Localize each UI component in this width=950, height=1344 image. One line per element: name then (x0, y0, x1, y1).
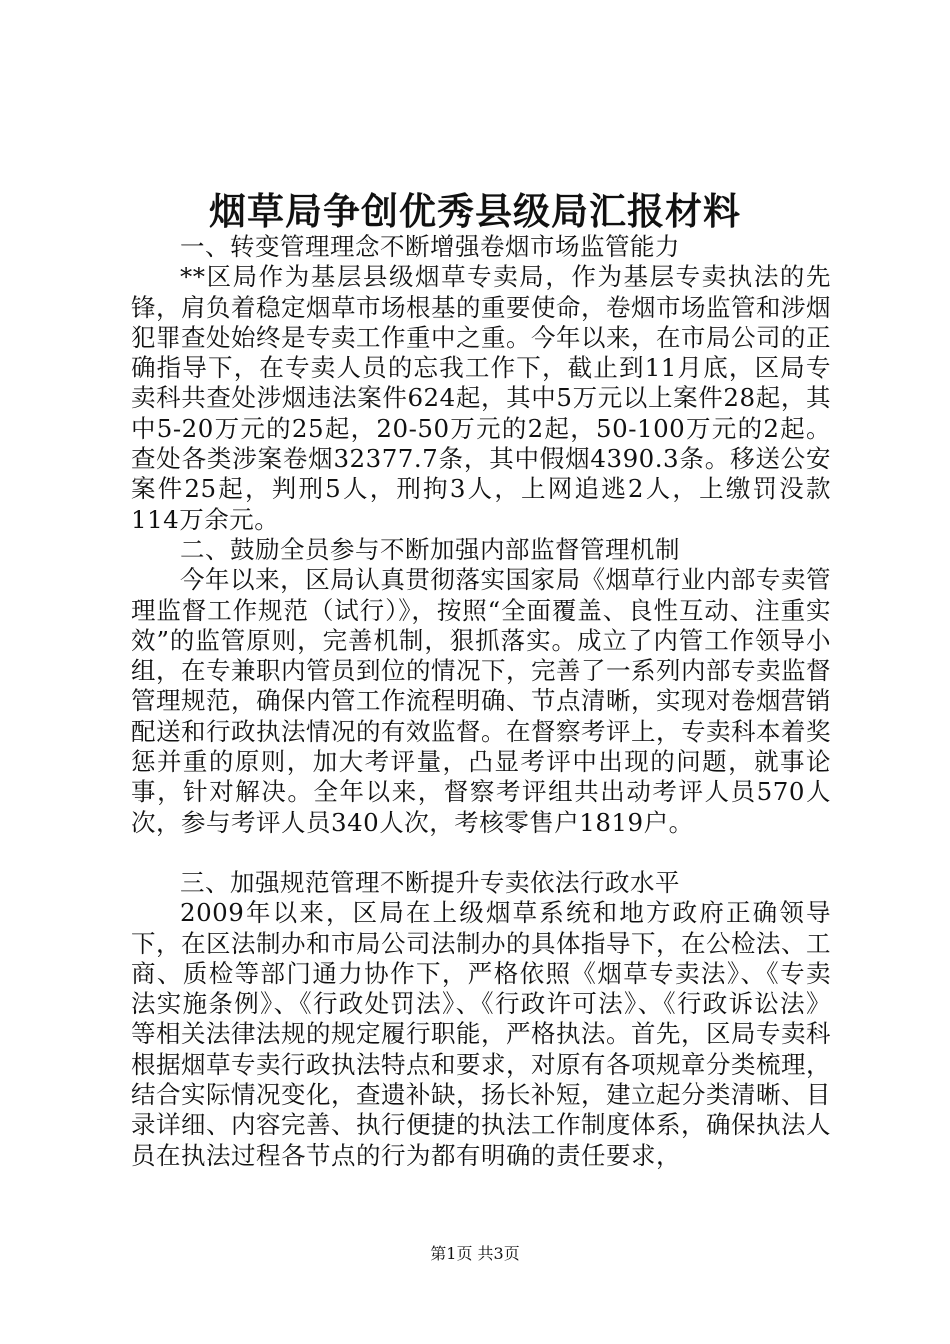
paragraph-spacer (131, 838, 831, 868)
section-heading-2: 二、鼓励全员参与不断加强内部监督管理机制 (180, 534, 680, 564)
section-heading-1: 一、转变管理理念不断增强卷烟市场监管能力 (180, 232, 680, 261)
document-body (131, 232, 831, 1171)
section-paragraph-3: 2009年以来，区局在上级烟草系统和地方政府正确领导下，在区法制办和市局公司法制办的具体指导下，在公检法、工商、质检等部门通力协作下，严格依照《烟草专卖法》、《专卖法实施条例》、《行政处罚法》、《行政许可法》、《行政诉讼法》等相关法律法规的规定履行职能，严格执法。首先，区局专卖科根据烟草专卖行政执法特点和要求，对原有各项规章分类梳理，结合实际情况变化，查遗补缺，扬长补短，建立起分类清晰、目录详细、内容完善、执行便捷的执法工作制度体系，确保执法人员在执法过程各节点的行为都有明确的责任要求， (131, 898, 831, 1170)
page-footer: 第1页 共3页 (430, 1244, 520, 1263)
section-paragraph-1: **区局作为基层县级烟草专卖局，作为基层专卖执法的先锋，肩负着稳定烟草市场根基的重要使命，卷烟市场监管和涉烟犯罪查处始终是专卖工作重中之重。今年以来，在市局公司的正确指导下，在专卖人员的忘我工作下，截止到11月底，区局专卖科共查处涉烟违法案件624起，其中5万元以上案件28起，其中5-20万元的25起，20-50万元的2起，50-100万元的2起。查处各类涉案卷烟32377.7条，其中假烟4390.3条。移送公安案件25起，判刑5人，刑拘3人，上网追逃2人，上缴罚没款114万余元。 (131, 262, 831, 534)
document-title: 烟草局争创优秀县级局汇报材料 (209, 189, 741, 233)
section-paragraph-2: 今年以来，区局认真贯彻落实国家局《烟草行业内部专卖管理监督工作规范（试行）》，按照“全面覆盖、良性互动、注重实效”的监管原则，完善机制，狠抓落实。成立了内管工作领导小组，在专兼职内管员到位的情况下，完善了一系列内部专卖监督管理规范，确保内管工作流程明确、节点清晰，实现对卷烟营销配送和行政执法情况的有效监督。在督察考评上，专卖科本着奖惩并重的原则，加大考评量，凸显考评中出现的问题，就事论事，针对解决。全年以来，督察考评组共出动考评人员570人次，参与考评人员340人次，考核零售户1819户。 (131, 565, 831, 837)
section-heading-3: 三、加强规范管理不断提升专卖依法行政水平 (180, 867, 680, 897)
